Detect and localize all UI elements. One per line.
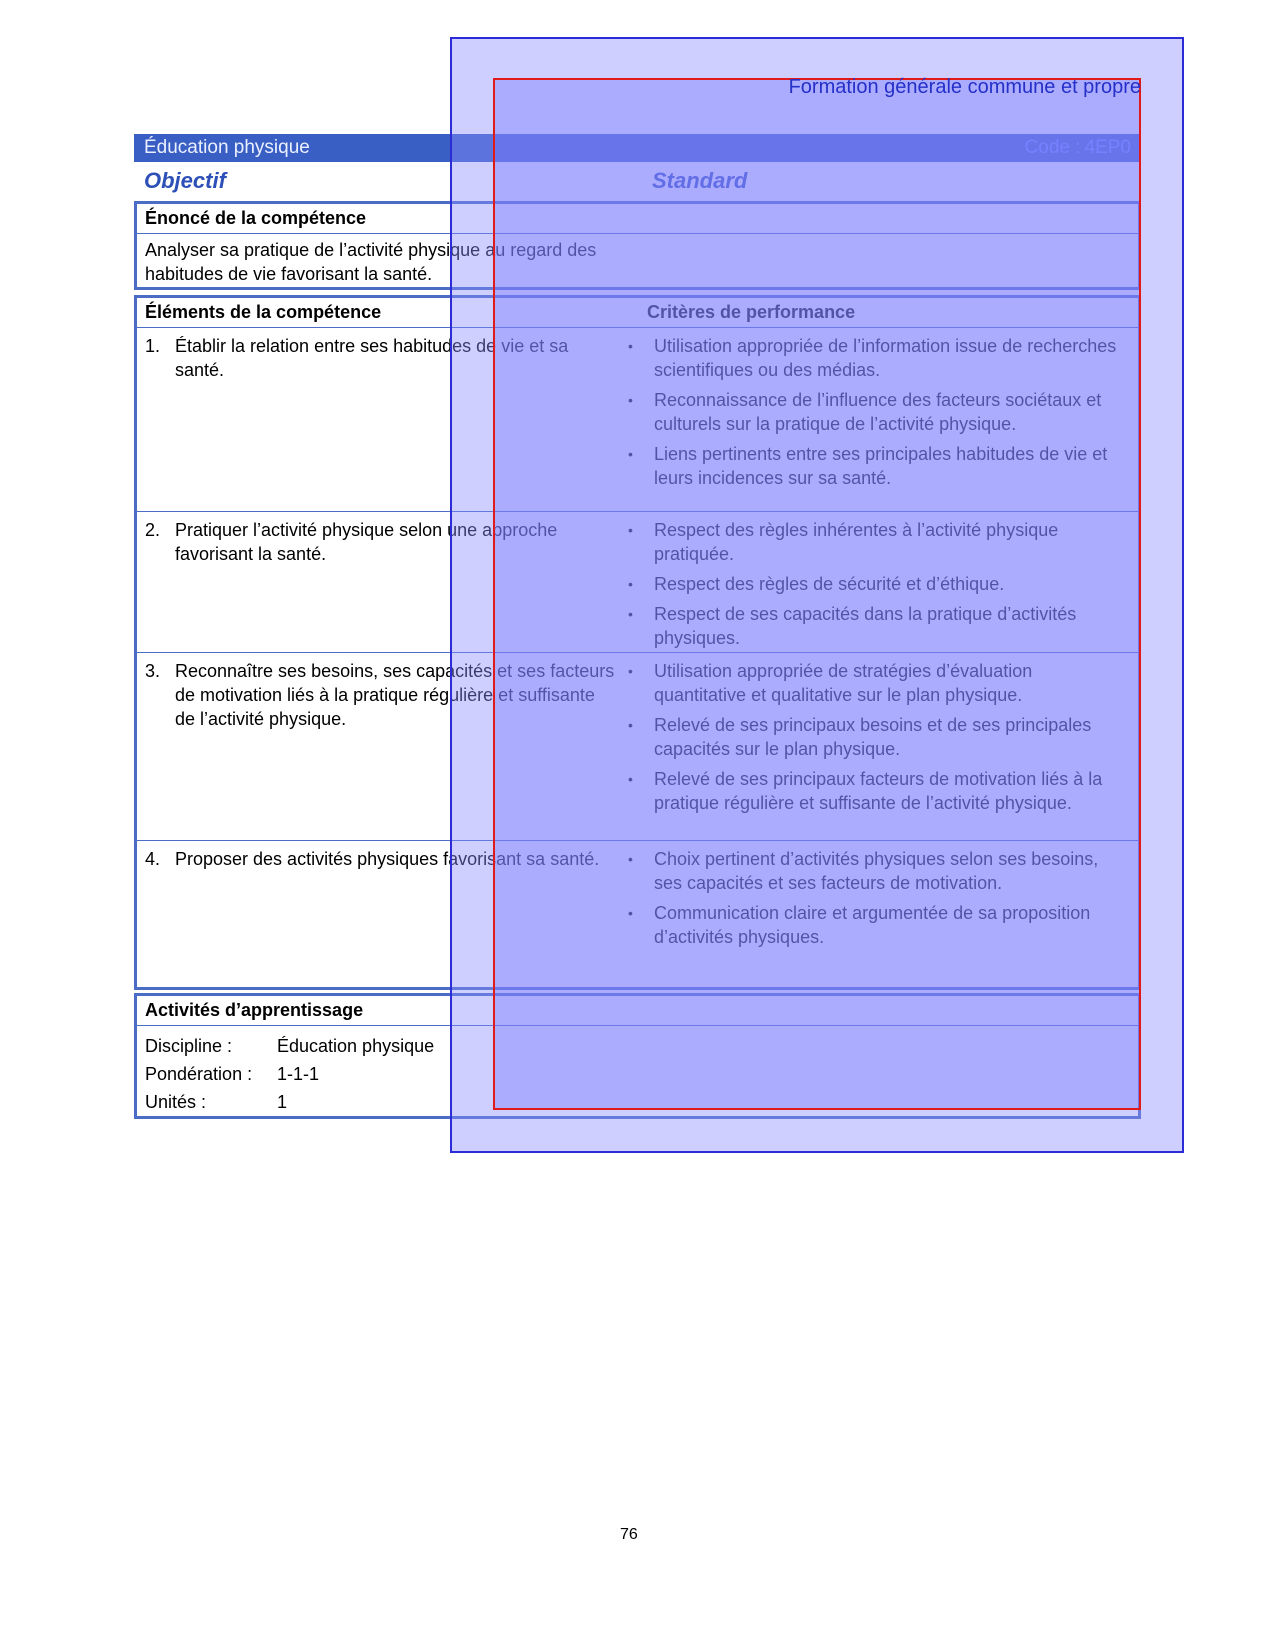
criterion-text: Respect des règles de sécurité et d’éthique. [654,574,1005,594]
criterion-text: Reconnaissance de l’influence des facteurs sociétaux et culturels sur la pratique de l’activité physique. [654,390,1102,434]
table-row [137,328,1138,512]
criterion-text: Respect de ses capacités dans la pratique d’activités physiques. [654,604,1077,648]
criterion-item [624,518,1124,566]
criterion-text: Respect des règles inhérentes à l’activité physique pratiquée. [654,520,1059,564]
bullet-icon: • [628,522,633,538]
criterion-text: Choix pertinent d’activités physiques selon ses besoins, ses capacités et ses facteurs de motivation. [654,849,1099,893]
element-text: Pratiquer l’activité physique selon une approche favorisant la santé. [175,520,558,564]
discipline-value: Éducation physique [277,1036,435,1056]
criterion-item [624,602,1124,650]
criterion-item [624,847,1124,895]
code-label: Code : [1024,137,1081,158]
element-text: Proposer des activités physiques favorisant sa santé. [175,849,600,869]
bullet-icon: • [628,606,633,622]
competence-statement-text: Analyser sa pratique de l’activité physique au regard des habitudes de vie favorisant la santé. [145,240,597,284]
element-number: 2. [145,520,161,540]
learning-activities-title: Activités d’apprentissage [137,996,1138,1026]
criteria-cell [624,512,1138,652]
discipline-label: Discipline : [145,1036,233,1056]
element-number: 4. [145,849,161,869]
element-number: 3. [145,661,161,681]
criterion-item [624,713,1124,761]
element-number: 1. [145,336,161,356]
criterion-item [624,388,1124,436]
criteria-column-header: Critères de performance [647,302,856,322]
units-value: 1 [277,1092,288,1112]
table-row [137,841,1138,985]
discipline-line [145,1032,1130,1060]
element-cell [137,841,624,985]
units-line [145,1088,1130,1116]
standard-label: Standard [652,168,748,193]
course-code [1025,137,1131,159]
weighting-label: Pondération : [145,1064,253,1084]
competence-statement-title: Énoncé de la compétence [137,204,1138,234]
weighting-value: 1-1-1 [277,1064,320,1084]
criterion-item [624,442,1124,490]
learning-activities-body [137,1026,1138,1122]
bullet-icon: • [628,446,633,462]
element-cell [137,328,624,511]
bullet-icon: • [628,663,633,679]
bullet-icon: • [628,771,633,787]
element-text: Établir la relation entre ses habitudes de vie et sa santé. [175,336,569,380]
element-cell [137,512,624,652]
objective-label: Objectif [144,168,226,193]
elements-table-header [137,298,1138,328]
page-number: 76 [620,1526,638,1543]
criterion-text: Utilisation appropriée de stratégies d’évaluation quantitative et qualitative sur le plan physique. [654,661,1033,705]
criterion-text: Liens pertinents entre ses principales habitudes de vie et leurs incidences sur sa santé. [654,444,1108,488]
bullet-icon: • [628,576,633,592]
criterion-text: Relevé de ses principaux facteurs de motivation liés à la pratique régulière et suffisante de l’activité physique. [654,769,1103,813]
weighting-line [145,1060,1130,1088]
element-text: Reconnaître ses besoins, ses capacités et ses facteurs de motivation liés à la pratique régulière et suffisante de l’activité physique. [175,661,615,729]
units-label: Unités : [145,1092,207,1112]
criterion-item [624,334,1124,382]
bullet-icon: • [628,905,633,921]
competence-elements-table [134,295,1141,990]
bullet-icon: • [628,338,633,354]
criteria-cell [624,841,1138,985]
objective-standard-row [134,166,1141,196]
elements-column-header: Éléments de la compétence [145,302,382,322]
code-value: 4EP0 [1084,137,1131,158]
criterion-text: Utilisation appropriée de l’information issue de recherches scientifiques ou des médias. [654,336,1117,380]
criterion-item [624,659,1124,707]
criterion-item [624,572,1124,596]
learning-activities-box [134,993,1141,1119]
criterion-item [624,901,1124,949]
competence-statement-box [134,201,1141,290]
criterion-item [624,767,1124,815]
criteria-cell [624,328,1138,511]
table-row [137,653,1138,841]
bullet-icon: • [628,717,633,733]
table-row [137,512,1138,653]
criterion-text: Relevé de ses principaux besoins et de ses principales capacités sur le plan physique. [654,715,1092,759]
element-cell [137,653,624,840]
bullet-icon: • [628,851,633,867]
bullet-icon: • [628,392,633,408]
course-title: Éducation physique [144,137,310,158]
program-header: Formation générale commune et propre [788,76,1141,98]
course-bar [134,134,1141,162]
criteria-cell [624,653,1138,840]
criterion-text: Communication claire et argumentée de sa proposition d’activités physiques. [654,903,1091,947]
